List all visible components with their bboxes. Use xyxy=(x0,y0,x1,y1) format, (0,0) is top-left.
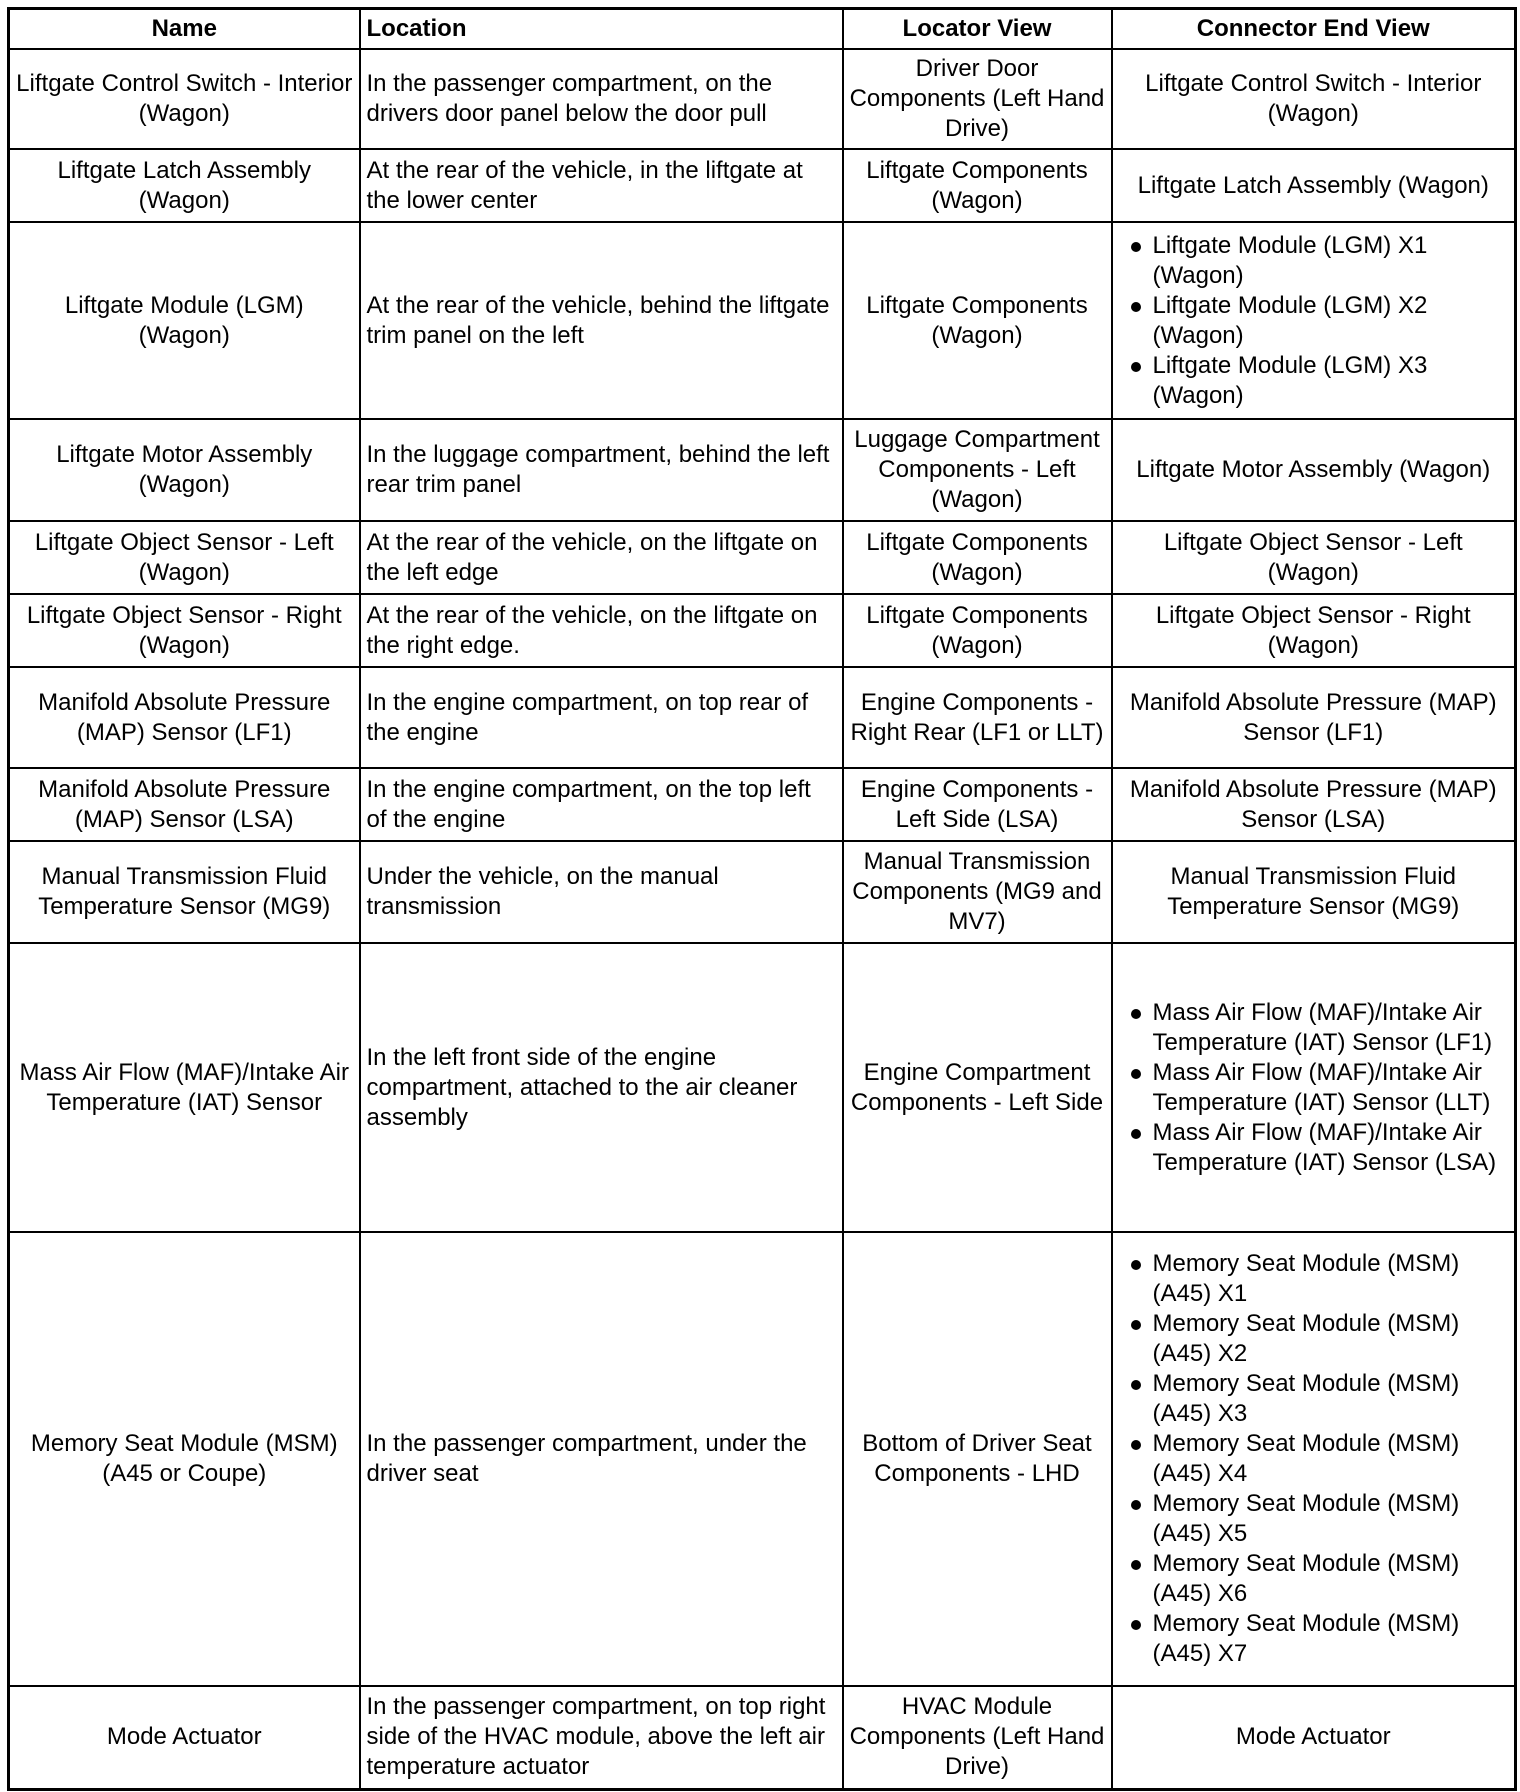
cell-location: In the passenger compartment, on the drivers door panel below the door pull xyxy=(360,49,843,149)
cell-name: Mass Air Flow (MAF)/Intake Air Temperature (IAT) Sensor xyxy=(9,943,360,1232)
list-item-text: Mass Air Flow (MAF)/Intake Air Temperature (IAT) Sensor (LF1) xyxy=(1152,998,1493,1056)
cell-connector-end-view: Liftgate Latch Assembly (Wagon) xyxy=(1112,149,1516,222)
table-row xyxy=(9,149,1516,222)
list-item-text: Memory Seat Module (MSM) (A45) X6 xyxy=(1152,1550,1460,1607)
cell-locator-view: Manual Transmission Components (MG9 and MV7) xyxy=(843,841,1112,943)
cell-locator-view: Liftgate Components (Wagon) xyxy=(843,222,1112,419)
cell-connector-end-view: Liftgate Object Sensor - Right (Wagon) xyxy=(1112,594,1516,667)
bullet-icon xyxy=(1131,1320,1141,1330)
list-item xyxy=(1119,1549,1509,1609)
list-item xyxy=(1119,1249,1509,1309)
cell-name: Manual Transmission Fluid Temperature Sensor (MG9) xyxy=(9,841,360,943)
header-connector-end-view: Connector End View xyxy=(1112,9,1516,50)
cell-connector-end-view: Mode Actuator xyxy=(1112,1686,1516,1789)
cell-name: Liftgate Latch Assembly (Wagon) xyxy=(9,149,360,222)
list-item xyxy=(1119,1058,1509,1118)
bullet-icon xyxy=(1131,1260,1141,1270)
table-row xyxy=(9,667,1516,768)
table-row xyxy=(9,1232,1516,1686)
bullet-icon xyxy=(1131,1500,1141,1510)
cell-locator-view: Driver Door Components (Left Hand Drive) xyxy=(843,49,1112,149)
list-item-text: Memory Seat Module (MSM) (A45) X3 xyxy=(1152,1370,1460,1427)
list-item xyxy=(1119,1609,1509,1669)
list-item-text: Memory Seat Module (MSM) (A45) X1 xyxy=(1152,1250,1460,1307)
cell-name: Manifold Absolute Pressure (MAP) Sensor (LF1) xyxy=(9,667,360,768)
cell-location: In the left front side of the engine compartment, attached to the air cleaner assembly xyxy=(360,943,843,1232)
list-item-text: Liftgate Module (LGM) X1 (Wagon) xyxy=(1152,231,1428,289)
bullet-icon xyxy=(1131,1069,1141,1079)
cell-location: At the rear of the vehicle, on the liftgate on the right edge. xyxy=(360,594,843,667)
cell-locator-view: Liftgate Components (Wagon) xyxy=(843,521,1112,594)
cell-location: In the luggage compartment, behind the left rear trim panel xyxy=(360,419,843,521)
bullet-icon xyxy=(1131,1560,1141,1570)
list-item xyxy=(1119,1489,1509,1549)
table-row xyxy=(9,49,1516,149)
cell-location: In the passenger compartment, on top right side of the HVAC module, above the left air temperature actuator xyxy=(360,1686,843,1789)
cell-connector-end-view: Manifold Absolute Pressure (MAP) Sensor (LF1) xyxy=(1112,667,1516,768)
cell-name: Liftgate Object Sensor - Left (Wagon) xyxy=(9,521,360,594)
cell-connector-end-view xyxy=(1112,943,1516,1232)
header-location: Location xyxy=(360,9,843,50)
cell-connector-end-view: Liftgate Object Sensor - Left (Wagon) xyxy=(1112,521,1516,594)
list-item xyxy=(1119,998,1509,1058)
table-row xyxy=(9,1686,1516,1789)
connector-list xyxy=(1119,231,1509,411)
cell-name: Liftgate Control Switch - Interior (Wagon) xyxy=(9,49,360,149)
cell-locator-view: Liftgate Components (Wagon) xyxy=(843,594,1112,667)
list-item-text: Liftgate Module (LGM) X3 (Wagon) xyxy=(1152,351,1428,409)
list-item xyxy=(1119,1429,1509,1489)
cell-connector-end-view: Liftgate Motor Assembly (Wagon) xyxy=(1112,419,1516,521)
header-row xyxy=(9,9,1516,50)
cell-name: Memory Seat Module (MSM) (A45 or Coupe) xyxy=(9,1232,360,1686)
table-row xyxy=(9,841,1516,943)
list-item xyxy=(1119,231,1509,291)
list-item-text: Mass Air Flow (MAF)/Intake Air Temperature (IAT) Sensor (LLT) xyxy=(1152,1058,1491,1116)
cell-name: Manifold Absolute Pressure (MAP) Sensor (LSA) xyxy=(9,768,360,841)
bullet-icon xyxy=(1131,1129,1141,1139)
cell-locator-view: Luggage Compartment Components - Left (Wagon) xyxy=(843,419,1112,521)
list-item xyxy=(1119,1369,1509,1429)
list-item-text: Liftgate Module (LGM) X2 (Wagon) xyxy=(1152,291,1428,349)
list-item-text: Memory Seat Module (MSM) (A45) X7 xyxy=(1152,1610,1460,1667)
cell-name: Liftgate Module (LGM) (Wagon) xyxy=(9,222,360,419)
cell-connector-end-view: Liftgate Control Switch - Interior (Wagon) xyxy=(1112,49,1516,149)
bullet-icon xyxy=(1131,1380,1141,1390)
connector-list xyxy=(1119,1249,1509,1669)
table-row xyxy=(9,419,1516,521)
bullet-icon xyxy=(1131,302,1141,312)
list-item xyxy=(1119,1118,1509,1178)
cell-locator-view: Liftgate Components (Wagon) xyxy=(843,149,1112,222)
table-row xyxy=(9,594,1516,667)
cell-locator-view: Engine Components - Left Side (LSA) xyxy=(843,768,1112,841)
list-item-text: Memory Seat Module (MSM) (A45) X5 xyxy=(1152,1490,1460,1547)
cell-locator-view: Engine Compartment Components - Left Side xyxy=(843,943,1112,1232)
bullet-icon xyxy=(1131,1620,1141,1630)
bullet-icon xyxy=(1131,362,1141,372)
connector-list xyxy=(1119,998,1509,1178)
cell-name: Liftgate Motor Assembly (Wagon) xyxy=(9,419,360,521)
table-row xyxy=(9,943,1516,1232)
cell-location: In the passenger compartment, under the driver seat xyxy=(360,1232,843,1686)
cell-locator-view: HVAC Module Components (Left Hand Drive) xyxy=(843,1686,1112,1789)
cell-locator-view: Bottom of Driver Seat Components - LHD xyxy=(843,1232,1112,1686)
list-item xyxy=(1119,291,1509,351)
cell-locator-view: Engine Components - Right Rear (LF1 or LLT) xyxy=(843,667,1112,768)
cell-connector-end-view: Manifold Absolute Pressure (MAP) Sensor (LSA) xyxy=(1112,768,1516,841)
cell-location: Under the vehicle, on the manual transmission xyxy=(360,841,843,943)
cell-location: At the rear of the vehicle, behind the liftgate trim panel on the left xyxy=(360,222,843,419)
component-locator-table xyxy=(7,7,1517,1791)
cell-location: At the rear of the vehicle, in the liftgate at the lower center xyxy=(360,149,843,222)
table-row xyxy=(9,521,1516,594)
cell-name: Mode Actuator xyxy=(9,1686,360,1789)
bullet-icon xyxy=(1131,1009,1141,1019)
cell-connector-end-view xyxy=(1112,1232,1516,1686)
cell-location: In the engine compartment, on top rear of the engine xyxy=(360,667,843,768)
list-item xyxy=(1119,351,1509,411)
cell-location: In the engine compartment, on the top left of the engine xyxy=(360,768,843,841)
header-name: Name xyxy=(9,9,360,50)
cell-connector-end-view xyxy=(1112,222,1516,419)
list-item-text: Mass Air Flow (MAF)/Intake Air Temperature (IAT) Sensor (LSA) xyxy=(1152,1118,1497,1176)
bullet-icon xyxy=(1131,242,1141,252)
list-item-text: Memory Seat Module (MSM) (A45) X2 xyxy=(1152,1310,1460,1367)
cell-connector-end-view: Manual Transmission Fluid Temperature Sensor (MG9) xyxy=(1112,841,1516,943)
cell-location: At the rear of the vehicle, on the liftgate on the left edge xyxy=(360,521,843,594)
cell-name: Liftgate Object Sensor - Right (Wagon) xyxy=(9,594,360,667)
table-row xyxy=(9,222,1516,419)
header-locator-view: Locator View xyxy=(843,9,1112,50)
list-item xyxy=(1119,1309,1509,1369)
bullet-icon xyxy=(1131,1440,1141,1450)
table-row xyxy=(9,768,1516,841)
list-item-text: Memory Seat Module (MSM) (A45) X4 xyxy=(1152,1430,1460,1487)
